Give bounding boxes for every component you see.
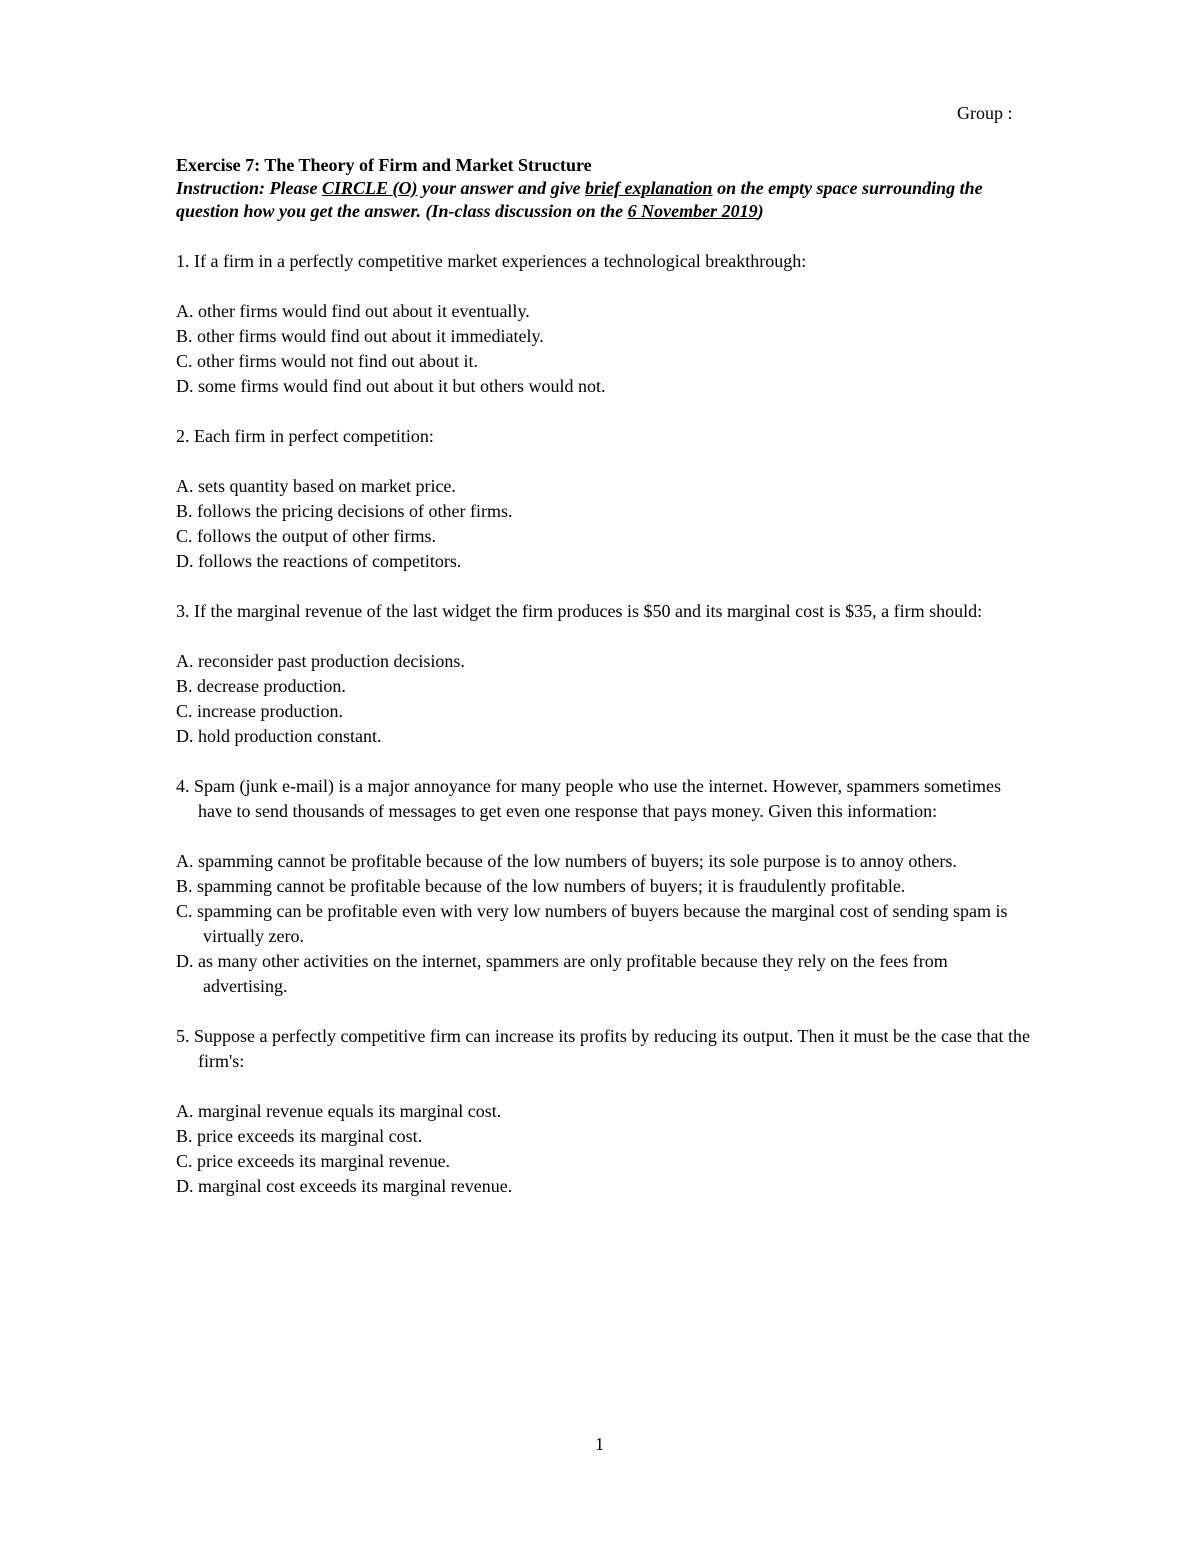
option-d: D. some firms would find out about it but others would not.: [176, 376, 606, 396]
option-list: [176, 1099, 1036, 1199]
question-4: [176, 774, 1036, 999]
option-a: A. other firms would find out about it eventually.: [176, 301, 530, 321]
option-list: [176, 649, 1036, 749]
option-c: C. price exceeds its marginal revenue.: [176, 1151, 451, 1171]
option-c: C. spamming can be profitable even with very low numbers of buyers because the marginal cost of sending spam is virtually zero.: [176, 901, 1008, 946]
question-list: [176, 249, 1036, 1224]
question-stem: 2. Each firm in perfect competition:: [176, 426, 434, 446]
option-b: B. other firms would find out about it immediately.: [176, 326, 544, 346]
option-d: D. as many other activities on the internet, spammers are only profitable because they rely on the fees from advertising.: [176, 951, 948, 996]
question-3: [176, 599, 1036, 749]
instruction-part-2: your answer and give: [417, 178, 586, 198]
option-d: D. hold production constant.: [176, 726, 382, 746]
question-stem: 1. If a firm in a perfectly competitive market experiences a technological breakthrough:: [176, 251, 807, 271]
option-b: B. follows the pricing decisions of other firms.: [176, 501, 513, 521]
option-d: D. follows the reactions of competitors.: [176, 551, 462, 571]
option-c: C. other firms would not find out about it.: [176, 351, 478, 371]
option-a: A. sets quantity based on market price.: [176, 476, 456, 496]
option-a: A. marginal revenue equals its marginal cost.: [176, 1101, 502, 1121]
page-number: 1: [595, 1434, 604, 1454]
option-c: C. follows the output of other firms.: [176, 526, 436, 546]
option-b: B. decrease production.: [176, 676, 346, 696]
instruction-text: [176, 177, 1036, 223]
question-2: [176, 424, 1036, 574]
instruction-date: 6 November 2019: [627, 201, 758, 221]
question-5: [176, 1024, 1036, 1199]
option-b: B. price exceeds its marginal cost.: [176, 1126, 423, 1146]
option-list: [176, 299, 1036, 399]
question-1: [176, 249, 1036, 399]
option-list: [176, 474, 1036, 574]
option-c: C. increase production.: [176, 701, 343, 721]
question-stem: 5. Suppose a perfectly competitive firm can increase its profits by reducing its output. Then it must be the case that the firm's:: [176, 1026, 1030, 1071]
option-a: A. reconsider past production decisions.: [176, 651, 465, 671]
instruction-part-3: on the empty space surrounding the question how you get the answer. (In-class discussion on the: [176, 178, 983, 221]
instruction-circle: CIRCLE (O): [322, 178, 418, 198]
option-b: B. spamming cannot be profitable because of the low numbers of buyers; it is fraudulently profitable.: [176, 876, 906, 896]
instruction-part-1: Instruction: Please: [176, 178, 323, 198]
instruction-part-4: ): [757, 201, 764, 221]
question-stem: 3. If the marginal revenue of the last widget the firm produces is $50 and its marginal cost is $35, a firm should:: [176, 601, 983, 621]
exercise-title: Exercise 7: The Theory of Firm and Market Structure: [176, 155, 592, 175]
question-stem: 4. Spam (junk e-mail) is a major annoyance for many people who use the internet. However, spammers sometimes have to send thousands of messages to get even one response that pays money. Given this information:: [176, 776, 1002, 821]
exercise-header: [176, 153, 1036, 223]
option-a: A. spamming cannot be profitable because of the low numbers of buyers; its sole purpose is to annoy others.: [176, 851, 957, 871]
option-d: D. marginal cost exceeds its marginal revenue.: [176, 1176, 513, 1196]
option-list: [176, 849, 1036, 999]
instruction-brief-explanation: brief explanation: [585, 178, 713, 198]
group-label: Group :: [957, 103, 1013, 123]
